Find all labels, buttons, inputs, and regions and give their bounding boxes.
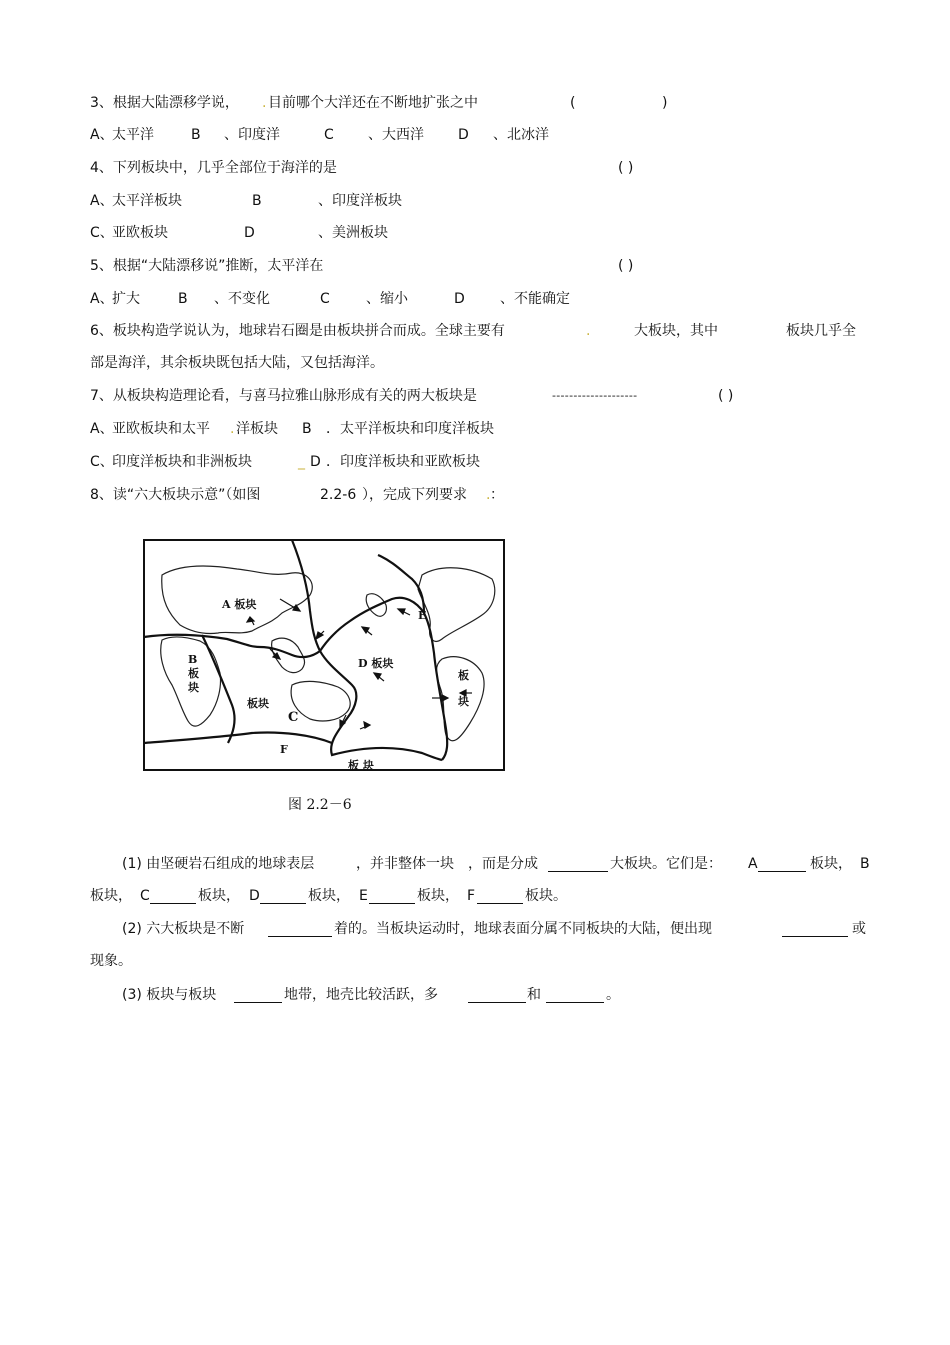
s2-blank-1[interactable] — [268, 922, 332, 937]
s1-letter-f: F — [467, 888, 476, 904]
q4-option-c: 亚欧板块 — [112, 225, 168, 241]
q3-stem: 3、根据大陆漂移学说， — [90, 95, 239, 111]
q3-option-c: 、大西洋 — [368, 127, 424, 143]
q5-option-c-label: C — [320, 291, 330, 307]
s1-text-4: 大板块。它们是： — [610, 856, 722, 872]
s1-c-suffix: 板块， — [198, 888, 240, 904]
s1-letter-b: B — [860, 856, 870, 872]
s1-blank-f[interactable] — [477, 889, 523, 904]
q3-bracket-left: ( — [570, 95, 576, 111]
ink-dot: _ — [298, 454, 305, 470]
label-plate-b-3: 块 — [188, 681, 199, 694]
q4-option-d-label: D — [244, 225, 255, 241]
q5-option-c: 、缩小 — [366, 291, 408, 307]
q7-option-d: ．印度洋板块和亚欧板块 — [326, 454, 480, 470]
q4-bracket: ( ) — [618, 160, 634, 176]
s3-text-3: 和 — [527, 987, 541, 1003]
q7-bracket: ( ) — [718, 388, 734, 404]
q6-stem-2: 大板块，其中 — [634, 323, 718, 339]
label-plate-f: F — [280, 743, 288, 756]
s1-letter-c: C — [140, 888, 150, 904]
q3-option-c-label: C — [324, 127, 334, 143]
s1-blank-a[interactable] — [758, 857, 806, 872]
s1-letter-d: D — [249, 888, 260, 904]
s1-f-suffix: 板块。 — [525, 888, 567, 904]
s1-blank-count[interactable] — [548, 857, 608, 872]
s2-text-line2: 现象。 — [90, 953, 132, 969]
s1-blank-c[interactable] — [150, 889, 196, 904]
s1-blank-d[interactable] — [260, 889, 306, 904]
q7-option-c-label: C、 — [90, 454, 114, 470]
q3-option-b-label: B — [191, 127, 201, 143]
s2-blank-2[interactable] — [782, 922, 848, 937]
figure-caption: 图 2.2－6 — [288, 797, 352, 813]
q4-stem: 4、下列板块中，几乎全部位于海洋的是 — [90, 160, 337, 176]
q6-stem-line2: 部是海洋，其余板块既包括大陆，又包括海洋。 — [90, 355, 384, 371]
s3-blank-3[interactable] — [546, 988, 604, 1003]
ink-dot: . — [230, 421, 235, 437]
label-plate-c: C — [288, 710, 299, 725]
s1-text: (1) 由坚硬岩石组成的地球表层 — [122, 856, 315, 872]
s3-blank-2[interactable] — [468, 988, 526, 1003]
label-plate-b: B — [188, 653, 198, 666]
s2-text-2: 着的。当板块运动时，地球表面分属不同板块的大陆，便出现 — [334, 921, 712, 937]
s2-text-3: 或 — [852, 921, 866, 937]
ink-dot: . — [586, 323, 591, 339]
q7-option-a-label: A、 — [90, 421, 114, 437]
q3-option-d-label: D — [458, 127, 469, 143]
q6-stem-3: 板块几乎全 — [786, 323, 856, 339]
q4-option-b-label: B — [252, 193, 262, 209]
q4-option-b: 、印度洋板块 — [318, 193, 402, 209]
s3-text-2: 地带，地壳比较活跃，多 — [284, 987, 438, 1003]
label-plate-e-2: 板 — [458, 669, 469, 682]
q8-stem-3: ： — [490, 487, 504, 503]
q5-bracket: ( ) — [618, 258, 634, 274]
q5-stem: 5、根据“大陆漂移说”推断，太平洋在 — [90, 258, 324, 274]
q3-stem-2: 目前哪个大洋还在不断地扩张之中 — [268, 95, 478, 111]
label-plate-f-text: 板 块 — [348, 759, 374, 772]
q3-option-d: 、北冰洋 — [493, 127, 549, 143]
q5-option-d: 、不能确定 — [500, 291, 570, 307]
label-plate-b-2: 板 — [188, 667, 199, 680]
q7-stem: 7、从板块构造理论看，与喜马拉雅山脉形成有关的两大板块是 — [90, 388, 477, 404]
q4-option-a: 太平洋板块 — [112, 193, 182, 209]
q3-option-a: 太平洋 — [112, 127, 154, 143]
q7-option-d-label: D — [310, 454, 321, 470]
q5-option-d-label: D — [454, 291, 465, 307]
q3-bracket-right: ) — [662, 95, 668, 111]
q3-option-b: 、印度洋 — [224, 127, 280, 143]
ink-dot: . — [486, 487, 491, 503]
q8-stem-2: ），完成下列要求 — [362, 487, 467, 503]
label-plate-e-3: 块 — [458, 695, 469, 708]
label-plate-d: D 板块 — [358, 657, 394, 670]
q5-option-b: 、不变化 — [214, 291, 270, 307]
q8-figure-ref: 2.2-6 — [320, 487, 357, 503]
label-plate-c-text: 板块 — [247, 697, 269, 710]
q4-option-a-label: A、 — [90, 193, 114, 209]
q5-option-b-label: B — [178, 291, 188, 307]
q4-option-c-label: C、 — [90, 225, 114, 241]
q5-option-a: 扩大 — [112, 291, 140, 307]
q7-dashes: -------------------- — [552, 389, 638, 402]
map-frame — [144, 540, 504, 770]
s3-text: (3) 板块与板块 — [122, 987, 217, 1003]
s1-e-suffix: 板块， — [417, 888, 459, 904]
s1-letter-e: E — [359, 888, 368, 904]
label-plate-e: E — [418, 609, 427, 622]
s1-text-3: ，而是分成 — [468, 856, 538, 872]
s3-blank-1[interactable] — [234, 988, 282, 1003]
q7-option-a: 亚欧板块和太平 — [112, 421, 210, 437]
q7-option-a-2: 洋板块 — [236, 421, 278, 437]
q7-option-b: ．太平洋板块和印度洋板块 — [326, 421, 494, 437]
s3-text-4: 。 — [606, 987, 620, 1003]
q4-option-d: 、美洲板块 — [318, 225, 388, 241]
q8-stem: 8、读“六大板块示意”（如图 — [90, 487, 261, 503]
q7-option-c: 印度洋板块和非洲板块 — [112, 454, 252, 470]
ink-dot: . — [262, 95, 267, 111]
s1-d-suffix: 板块， — [308, 888, 350, 904]
q7-option-b-label: B — [302, 421, 312, 437]
q5-option-a-label: A、 — [90, 291, 114, 307]
label-plate-a: A 板块 — [222, 598, 257, 611]
s1-letter-a: A — [748, 856, 758, 872]
s2-text: (2) 六大板块是不断 — [122, 921, 245, 937]
six-plates-map — [142, 535, 507, 775]
s1-b-suffix: 板块， — [90, 888, 132, 904]
q3-option-a-label: A、 — [90, 127, 114, 143]
q6-stem: 6、板块构造学说认为，地球岩石圈是由板块拼合而成。全球主要有 — [90, 323, 505, 339]
s1-blank-e[interactable] — [369, 889, 415, 904]
s1-a-suffix: 板块， — [810, 856, 852, 872]
s1-text-2: ，并非整体一块 — [356, 856, 454, 872]
